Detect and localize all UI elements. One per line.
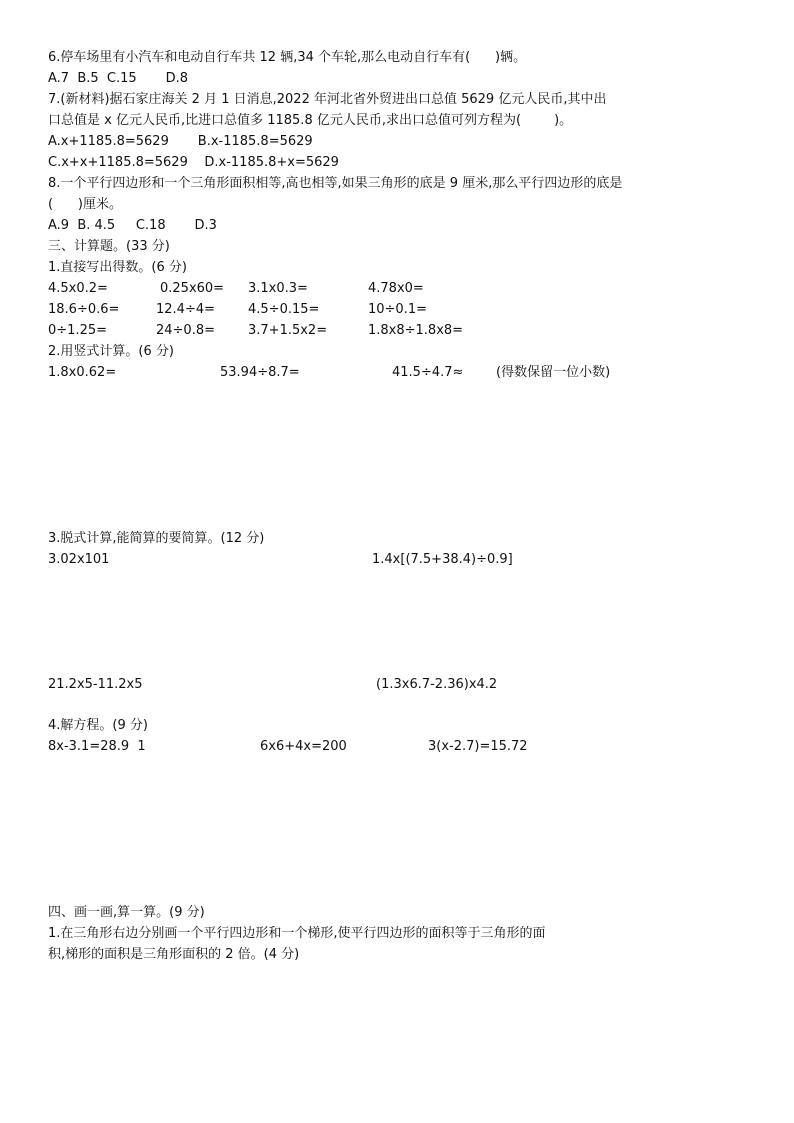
- question-7-line-2: 口总值是 x 亿元人民币,比进口总值多 1185.8 亿元人民币,求出口总值可列方程为( )。: [48, 113, 573, 128]
- question-7-options-2: C.x+x+1185.8=5629 D.x-1185.8+x=5629: [48, 155, 339, 170]
- calc-item: 4.78x0=: [368, 281, 424, 296]
- calc-item: 3.7+1.5x2=: [248, 323, 328, 338]
- question-8-line-2: ( )厘米。: [48, 197, 122, 212]
- question-6-text: 6.停车场里有小汽车和电动自行车共 12 辆,34 个车轮,那么电动自行车有( )辆。: [48, 50, 527, 65]
- calc-item: (1.3x6.7-2.36)x4.2: [376, 677, 498, 692]
- calc-item: 3.1x0.3=: [248, 281, 308, 296]
- section-4-q1-line-1: 1.在三角形右边分别画一个平行四边形和一个梯形,使平行四边形的面积等于三角形的面: [48, 926, 546, 941]
- calc-item: 53.94÷8.7=: [220, 365, 300, 380]
- question-7-options-1: A.x+1185.8=5629 B.x-1185.8=5629: [48, 134, 313, 149]
- section-4-q1-line-2: 积,梯形的面积是三角形面积的 2 倍。(4 分): [48, 947, 300, 962]
- calc-item: 4.5x0.2=: [48, 281, 108, 296]
- equation-item: 3(x-2.7)=15.72: [428, 739, 528, 754]
- calc-item: 41.5÷4.7≈: [392, 365, 464, 380]
- calc-item: 12.4÷4=: [156, 302, 216, 317]
- equation-item: 8x-3.1=28.9 1: [48, 739, 146, 754]
- part-1-title: 1.直接写出得数。(6 分): [48, 260, 187, 275]
- section-3-title: 三、计算题。(33 分): [48, 239, 170, 254]
- calc-item: 18.6÷0.6=: [48, 302, 120, 317]
- calc-item: 4.5÷0.15=: [248, 302, 320, 317]
- calc-item: 0.25x60=: [160, 281, 225, 296]
- calc-item: 24÷0.8=: [156, 323, 216, 338]
- section-4-title: 四、画一画,算一算。(9 分): [48, 905, 205, 920]
- calc-item: 1.4x[(7.5+38.4)÷0.9]: [372, 552, 513, 567]
- part-2-title: 2.用竖式计算。(6 分): [48, 344, 174, 359]
- calc-item: 10÷0.1=: [368, 302, 428, 317]
- calc-item: 21.2x5-11.2x5: [48, 677, 143, 692]
- calc-item: 1.8x0.62=: [48, 365, 117, 380]
- question-8-options: A.9 B. 4.5 C.18 D.3: [48, 218, 217, 233]
- calc-item: 1.8x8÷1.8x8=: [368, 323, 464, 338]
- part-3-title: 3.脱式计算,能简算的要简算。(12 分): [48, 531, 265, 546]
- question-8-line-1: 8.一个平行四边形和一个三角形面积相等,高也相等,如果三角形的底是 9 厘米,那么平行四边形的底是: [48, 176, 623, 191]
- calc-item: 3.02x101: [48, 552, 110, 567]
- question-6-options: A.7 B.5 C.15 D.8: [48, 71, 189, 86]
- calc-item: 0÷1.25=: [48, 323, 108, 338]
- rounding-note: (得数保留一位小数): [496, 365, 611, 380]
- part-4-title: 4.解方程。(9 分): [48, 718, 148, 733]
- question-7-line-1: 7.(新材料)据石家庄海关 2 月 1 日消息,2022 年河北省外贸进出口总值 5629 亿元人民币,其中出: [48, 92, 607, 107]
- equation-item: 6x6+4x=200: [260, 739, 347, 754]
